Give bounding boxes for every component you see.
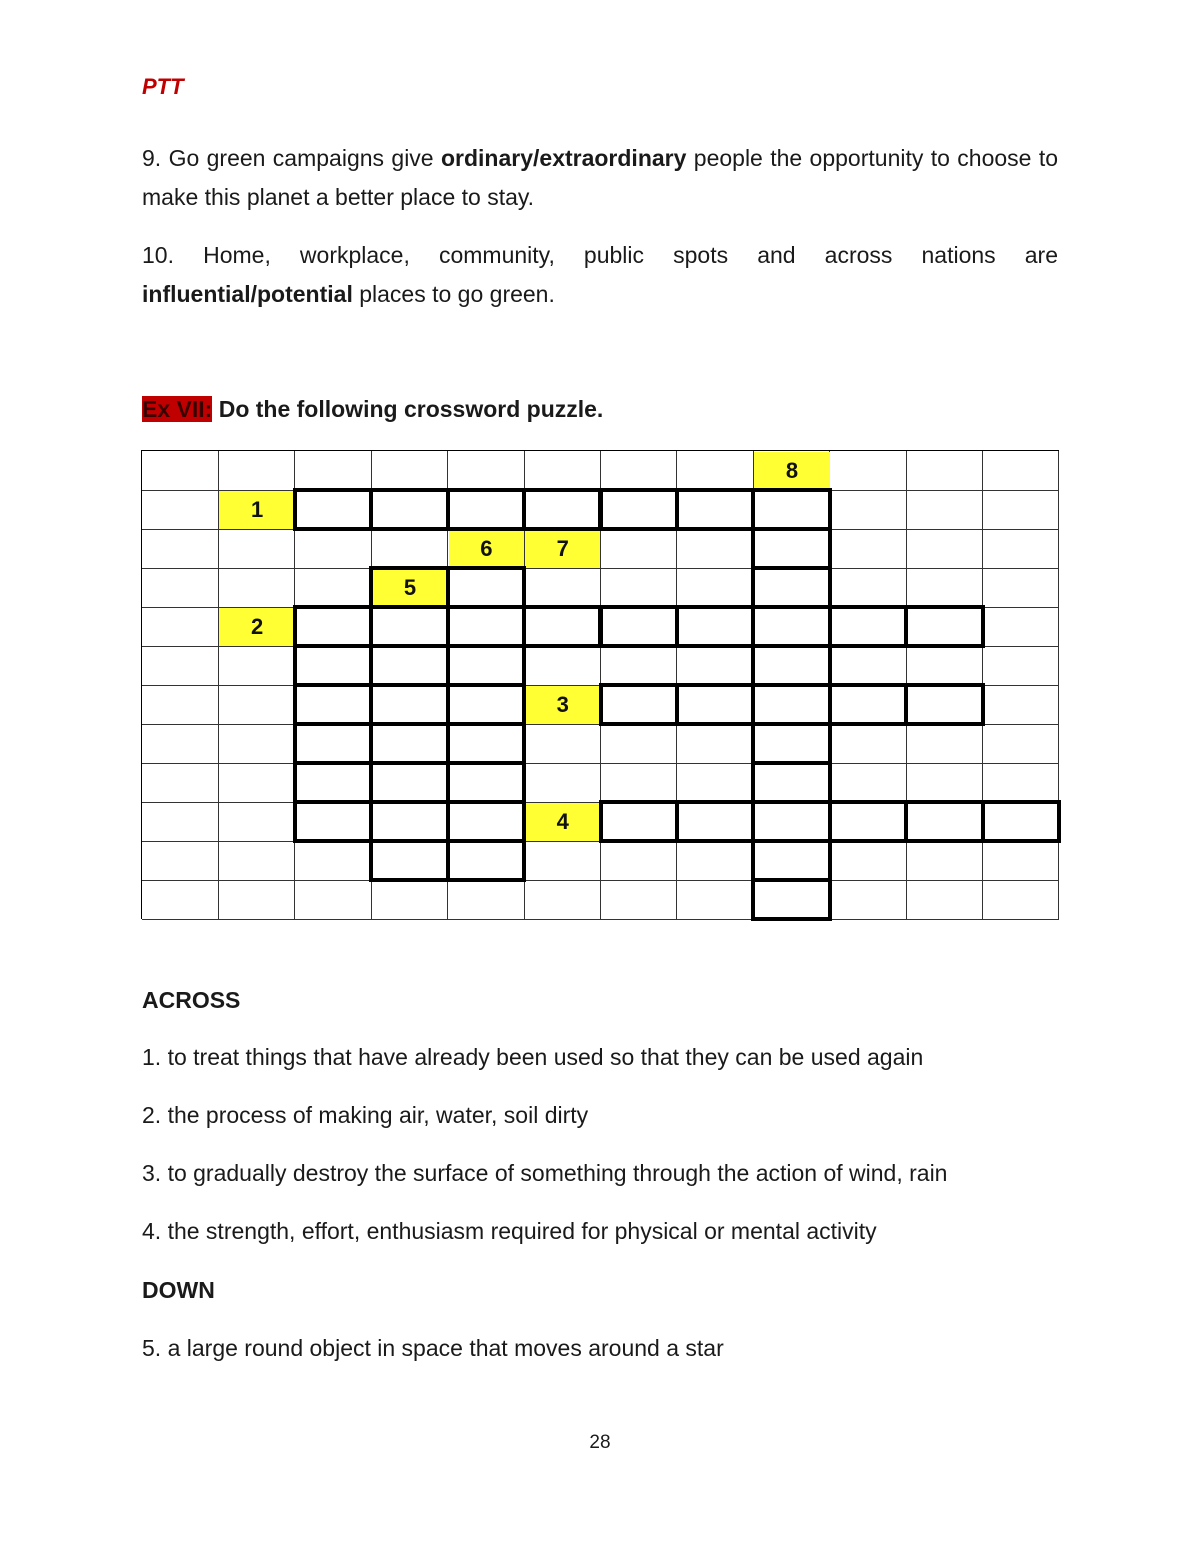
grid-cell	[142, 646, 219, 686]
grid-cell	[677, 880, 754, 920]
answer-cell[interactable]	[293, 683, 373, 726]
grid-cell	[295, 529, 372, 569]
answer-cell[interactable]	[369, 644, 449, 687]
grid-cell	[601, 646, 678, 686]
grid-cell	[524, 724, 601, 764]
grid-cell	[906, 880, 983, 920]
exercise-label: Ex VII:	[142, 396, 213, 422]
answer-cell[interactable]	[599, 488, 679, 531]
answer-cell[interactable]	[446, 839, 526, 882]
answer-cell[interactable]	[751, 722, 831, 765]
grid-cell	[601, 841, 678, 881]
grid-cell	[983, 490, 1060, 530]
down-clue-5: 5. a large round object in space that moves around a star	[142, 1335, 724, 1361]
answer-cell[interactable]	[751, 527, 831, 570]
grid-cell	[295, 451, 372, 491]
grid-cell	[983, 841, 1060, 881]
grid-cell	[524, 841, 601, 881]
answer-cell[interactable]	[446, 488, 526, 531]
answer-cell[interactable]	[751, 878, 831, 921]
grid-cell	[983, 646, 1060, 686]
grid-cell	[142, 568, 219, 608]
grid-cell	[524, 451, 601, 491]
down-heading: DOWN	[142, 1277, 215, 1303]
across-clue-4: 4. the strength, effort, enthusiasm required for physical or mental activity	[142, 1218, 877, 1244]
grid-cell	[448, 880, 525, 920]
question-number: 9.	[142, 145, 162, 171]
answer-cell[interactable]	[446, 761, 526, 804]
exercise-instruction: Do the following crossword puzzle.	[218, 396, 604, 422]
question-options: influential/potential	[142, 281, 353, 307]
answer-cell[interactable]	[751, 488, 831, 531]
answer-cell[interactable]	[981, 800, 1061, 843]
answer-cell[interactable]	[751, 566, 831, 609]
grid-cell	[983, 568, 1060, 608]
question-text-after: people the opportunity to choose to make this planet a better place to stay.	[142, 145, 1058, 210]
clue-number-1: 1	[219, 491, 294, 529]
grid-cell	[218, 841, 295, 881]
grid-cell	[830, 763, 907, 803]
answer-cell[interactable]	[369, 722, 449, 765]
grid-cell	[830, 724, 907, 764]
grid-cell	[906, 724, 983, 764]
grid-cell	[218, 646, 295, 686]
answer-cell[interactable]	[369, 800, 449, 843]
grid-cell	[142, 724, 219, 764]
grid-cell	[218, 529, 295, 569]
grid-cell	[601, 568, 678, 608]
question-10	[142, 236, 1058, 314]
question-text-before: Go green campaigns give	[168, 145, 441, 171]
answer-cell[interactable]	[599, 683, 679, 726]
grid-cell	[983, 724, 1060, 764]
grid-cell	[142, 802, 219, 842]
grid-cell	[142, 841, 219, 881]
grid-cell	[218, 685, 295, 725]
answer-cell[interactable]	[369, 683, 449, 726]
grid-cell	[830, 529, 907, 569]
answer-cell[interactable]	[293, 488, 373, 531]
answer-cell[interactable]	[751, 839, 831, 882]
answer-cell[interactable]	[369, 566, 449, 609]
question-text-before: Home, workplace, community, public spots and across nations are	[203, 242, 1058, 268]
answer-cell[interactable]	[751, 644, 831, 687]
grid-cell	[295, 880, 372, 920]
grid-cell	[677, 841, 754, 881]
answer-cell[interactable]	[446, 722, 526, 765]
answer-cell[interactable]	[675, 800, 755, 843]
grid-cell	[601, 880, 678, 920]
answer-cell[interactable]	[293, 800, 373, 843]
grid-cell	[830, 568, 907, 608]
question-text-after: places to go green.	[352, 281, 555, 307]
answer-cell[interactable]	[675, 683, 755, 726]
grid-cell	[371, 529, 448, 569]
answer-cell[interactable]	[751, 683, 831, 726]
answer-cell[interactable]	[522, 605, 602, 648]
grid-cell	[983, 451, 1060, 491]
clue-number-5: 5	[372, 569, 447, 607]
grid-cell	[906, 568, 983, 608]
clue-number-3: 3	[525, 686, 600, 724]
grid-cell	[677, 724, 754, 764]
grid-cell	[677, 763, 754, 803]
grid-cell	[601, 763, 678, 803]
grid-cell	[218, 763, 295, 803]
answer-cell[interactable]	[751, 800, 831, 843]
across-heading: ACROSS	[142, 987, 241, 1013]
across-clue-1: 1. to treat things that have already been used so that they can be used again	[142, 1044, 924, 1070]
answer-cell[interactable]	[904, 605, 984, 648]
question-options: ordinary/extraordinary	[440, 145, 687, 171]
answer-cell[interactable]	[369, 605, 449, 648]
grid-cell	[218, 568, 295, 608]
grid-cell	[983, 529, 1060, 569]
answer-cell[interactable]	[599, 605, 679, 648]
answer-cell[interactable]	[599, 800, 679, 843]
answer-cell[interactable]	[446, 683, 526, 726]
grid-cell	[983, 685, 1060, 725]
answer-cell[interactable]	[446, 566, 526, 609]
across-clue-3: 3. to gradually destroy the surface of something through the action of wind, rain	[142, 1160, 948, 1186]
grid-cell	[142, 880, 219, 920]
grid-cell	[906, 451, 983, 491]
grid-cell	[677, 529, 754, 569]
grid-cell	[142, 763, 219, 803]
grid-cell	[524, 880, 601, 920]
crossword-grid	[141, 450, 1059, 919]
grid-cell	[830, 646, 907, 686]
grid-cell	[906, 646, 983, 686]
grid-cell	[677, 568, 754, 608]
grid-cell	[830, 841, 907, 881]
answer-cell[interactable]	[828, 800, 908, 843]
grid-cell	[830, 490, 907, 530]
clue-number-2: 2	[219, 608, 294, 646]
grid-cell	[448, 451, 525, 491]
clue-number-8: 8	[754, 452, 829, 490]
grid-cell	[906, 841, 983, 881]
grid-cell	[906, 490, 983, 530]
grid-cell	[295, 841, 372, 881]
clue-number-7: 7	[525, 530, 600, 568]
grid-cell	[524, 763, 601, 803]
answer-cell[interactable]	[446, 605, 526, 648]
grid-cell	[142, 685, 219, 725]
grid-cell	[524, 646, 601, 686]
exercise-title	[142, 396, 603, 423]
grid-cell	[371, 451, 448, 491]
grid-cell	[601, 451, 678, 491]
grid-cell	[830, 880, 907, 920]
answer-cell[interactable]	[293, 761, 373, 804]
answer-cell[interactable]	[369, 488, 449, 531]
clue-number-6: 6	[449, 530, 524, 568]
grid-cell	[295, 568, 372, 608]
grid-cell	[677, 646, 754, 686]
answer-cell[interactable]	[293, 644, 373, 687]
question-number: 10.	[142, 242, 174, 268]
answer-cell[interactable]	[904, 800, 984, 843]
grid-cell	[218, 802, 295, 842]
answer-cell[interactable]	[293, 722, 373, 765]
grid-cell	[142, 529, 219, 569]
grid-cell	[218, 451, 295, 491]
grid-cell	[142, 607, 219, 647]
grid-cell	[218, 724, 295, 764]
answer-cell[interactable]	[751, 605, 831, 648]
grid-cell	[218, 880, 295, 920]
header-title: PTT	[142, 74, 184, 99]
grid-cell	[983, 880, 1060, 920]
across-clue-2: 2. the process of making air, water, soil dirty	[142, 1102, 589, 1128]
grid-cell	[142, 451, 219, 491]
grid-cell	[906, 529, 983, 569]
answer-cell[interactable]	[369, 839, 449, 882]
grid-cell	[371, 880, 448, 920]
answer-cell[interactable]	[675, 605, 755, 648]
page-number: 28	[589, 1432, 611, 1453]
answer-cell[interactable]	[828, 683, 908, 726]
answer-cell[interactable]	[293, 605, 373, 648]
grid-cell	[142, 490, 219, 530]
grid-cell	[983, 763, 1060, 803]
grid-cell	[906, 763, 983, 803]
grid-cell	[677, 451, 754, 491]
answer-cell[interactable]	[446, 644, 526, 687]
grid-cell	[524, 568, 601, 608]
question-9	[142, 139, 1058, 217]
clue-number-4: 4	[525, 803, 600, 841]
answer-cell[interactable]	[522, 488, 602, 531]
answer-cell[interactable]	[675, 488, 755, 531]
answer-cell[interactable]	[904, 683, 984, 726]
grid-cell	[830, 451, 907, 491]
grid-cell	[601, 529, 678, 569]
answer-cell[interactable]	[751, 761, 831, 804]
answer-cell[interactable]	[369, 761, 449, 804]
grid-cell	[983, 607, 1060, 647]
grid-cell	[601, 724, 678, 764]
answer-cell[interactable]	[446, 800, 526, 843]
answer-cell[interactable]	[828, 605, 908, 648]
